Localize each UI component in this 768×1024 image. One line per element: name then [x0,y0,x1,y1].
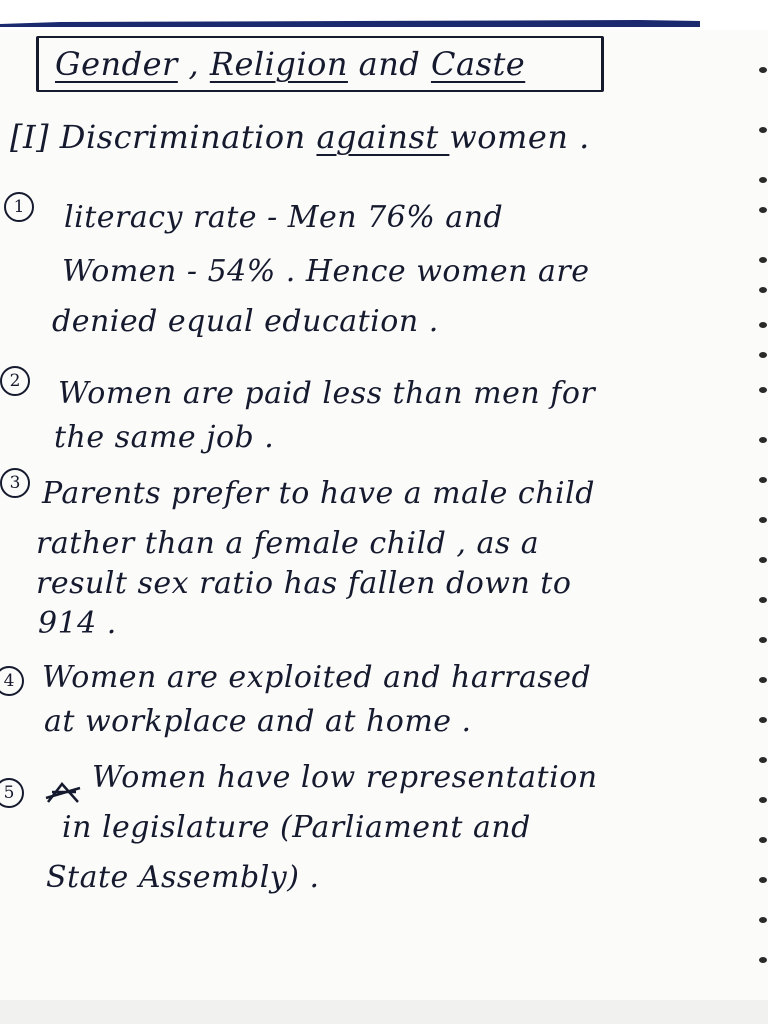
section-label: [I] [10,118,50,156]
title-and: and [347,45,431,83]
point-3-line-3: result sex ratio has fallen down to [36,566,572,601]
point-number-1: 1 [4,192,34,222]
title-comma: , [177,45,210,83]
title-caste: Caste [430,45,526,83]
section-text-post: women . [449,118,590,156]
point-2-line-2: the same job . [54,420,275,455]
section-heading [10,118,590,156]
point-2-line-1: Women are paid less than men for [58,376,596,411]
point-number-5: 5 [0,778,24,808]
point-1-line-1: literacy rate - Men 76% and [64,200,504,235]
point-3-line-4: 914 . [38,606,117,641]
point-number-2: 2 [0,366,30,396]
point-1-line-2: Women - 54% . Hence women are [62,254,590,289]
section-text-pre: Discrimination [59,118,317,156]
point-3-line-1: Parents prefer to have a male child [42,476,595,511]
struck-out-mark [44,778,84,808]
point-4-line-2: at workplace and at home . [44,704,472,739]
point-5-line-1: Women have low representation [92,760,598,795]
point-4-line-1: Women are exploited and harrased [42,660,592,695]
title-religion: Religion [209,45,348,83]
point-1-line-3: denied equal education . [52,304,439,339]
point-3-line-2: rather than a female child , as a [36,526,540,561]
point-5-line-3: State Assembly) . [46,860,320,895]
title-gender: Gender [55,45,178,83]
point-5-line-2: in legislature (Parliament and [62,810,531,845]
point-number-3: 3 [0,468,30,498]
page-bottom-edge [0,1000,768,1024]
page-title [55,45,525,83]
section-text-mid: against [316,118,450,156]
point-number-4: 4 [0,666,24,696]
